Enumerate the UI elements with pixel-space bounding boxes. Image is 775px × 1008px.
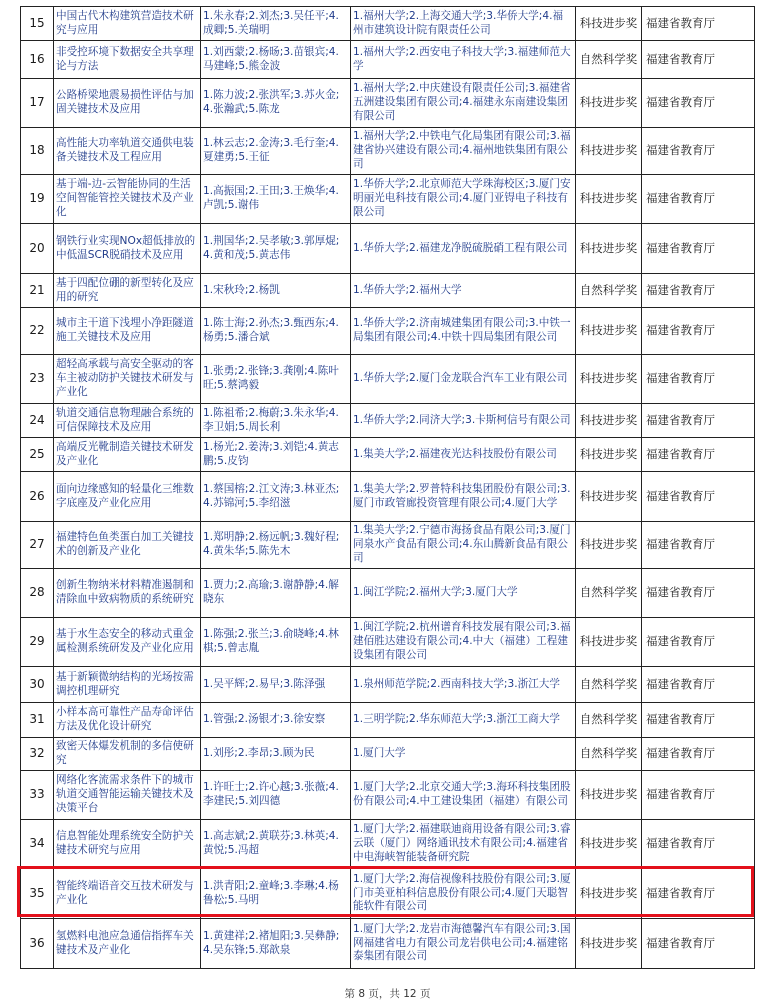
person-list: 1.杨光;2.姜涛;3.刘铠;4.黄志鹏;5.皮钧 <box>201 438 351 472</box>
project-name: 钢铁行业实现NOx超低排放的中低温SCR脱硝技术及应用 <box>54 224 201 274</box>
person-list: 1.蔡国榕;2.江文涛;3.林亚杰;4.苏锦河;5.李绍滋 <box>201 472 351 522</box>
row-number: 22 <box>21 308 54 355</box>
person-list: 1.高志斌;2.黄联芬;3.林英;4.黄悦;5.冯超 <box>201 820 351 869</box>
recommend-org: 福建省教育厅 <box>642 128 755 175</box>
recommend-org: 福建省教育厅 <box>642 175 755 224</box>
person-list: 1.黄建祥;2.褚旭阳;3.吴彝静;4.吴东锋;5.郑歆泉 <box>201 919 351 969</box>
project-name: 基于水生态安全的移动式重金属检测系统研发及产业化应用 <box>54 618 201 667</box>
row-number: 16 <box>21 41 54 79</box>
award-type: 自然科学奖 <box>576 41 642 79</box>
row-number: 25 <box>21 438 54 472</box>
person-list: 1.洪青阳;2.童峰;3.李琳;4.杨鲁松;5.马明 <box>201 869 351 919</box>
award-table <box>20 6 755 969</box>
recommend-org: 福建省教育厅 <box>642 618 755 667</box>
project-name: 公路桥梁地震易损性评估与加固关键技术及应用 <box>54 79 201 128</box>
table-row <box>21 820 755 869</box>
person-list: 1.许旺士;2.许心越;3.张薇;4.李建民;5.刘四德 <box>201 771 351 820</box>
project-name: 基于端-边-云智能协同的生活空间智能管控关键技术及产业化 <box>54 175 201 224</box>
unit-list: 1.厦门大学;2.北京交通大学;3.海环科技集团股份有限公司;4.中工建设集团（福建）有限公司 <box>351 771 576 820</box>
unit-list: 1.厦门大学;2.龙岩市海德馨汽车有限公司;3.国网福建省电力有限公司龙岩供电公司;4.福建铭泰集团有限公司 <box>351 919 576 969</box>
project-name: 中国古代木构建筑营造技术研究与应用 <box>54 7 201 41</box>
unit-list: 1.福州大学;2.中庆建设有限责任公司;3.福建省五洲建设集团有限公司;4.福建永东南建设集团有限公司 <box>351 79 576 128</box>
row-number: 35 <box>21 869 54 919</box>
award-type: 科技进步奖 <box>576 308 642 355</box>
table-row <box>21 771 755 820</box>
project-name: 信息智能处理系统安全防护关键技术研究与应用 <box>54 820 201 869</box>
project-name: 基于新颖微纳结构的光场按需调控机理研究 <box>54 667 201 703</box>
award-type: 科技进步奖 <box>576 7 642 41</box>
table-row <box>21 79 755 128</box>
project-name: 面向边缘感知的轻量化三维数字底座及产业化应用 <box>54 472 201 522</box>
unit-list: 1.集美大学;2.福建夜光达科技股份有限公司 <box>351 438 576 472</box>
recommend-org: 福建省教育厅 <box>642 41 755 79</box>
award-type: 科技进步奖 <box>576 919 642 969</box>
row-number: 15 <box>21 7 54 41</box>
person-list: 1.高振国;2.王田;3.王焕华;4.卢凯;5.谢伟 <box>201 175 351 224</box>
recommend-org: 福建省教育厅 <box>642 224 755 274</box>
project-name: 城市主干道下浅埋小净距隧道施工关键技术及应用 <box>54 308 201 355</box>
project-name: 非受控环境下数据安全共享理论与方法 <box>54 41 201 79</box>
recommend-org: 福建省教育厅 <box>642 274 755 308</box>
project-name: 致密天体爆发机制的多信使研究 <box>54 738 201 771</box>
award-type: 科技进步奖 <box>576 128 642 175</box>
table-row <box>21 919 755 969</box>
row-number: 19 <box>21 175 54 224</box>
award-type: 自然科学奖 <box>576 738 642 771</box>
award-type: 自然科学奖 <box>576 274 642 308</box>
recommend-org: 福建省教育厅 <box>642 919 755 969</box>
recommend-org: 福建省教育厅 <box>642 820 755 869</box>
award-type: 科技进步奖 <box>576 79 642 128</box>
recommend-org: 福建省教育厅 <box>642 438 755 472</box>
recommend-org: 福建省教育厅 <box>642 522 755 569</box>
row-number: 36 <box>21 919 54 969</box>
table-row <box>21 404 755 438</box>
row-number: 21 <box>21 274 54 308</box>
table-row <box>21 703 755 738</box>
award-type: 科技进步奖 <box>576 820 642 869</box>
row-number: 31 <box>21 703 54 738</box>
recommend-org: 福建省教育厅 <box>642 703 755 738</box>
person-list: 1.管强;2.汤银才;3.徐安察 <box>201 703 351 738</box>
project-name: 福建特色鱼类蛋白加工关键技术的创新及产业化 <box>54 522 201 569</box>
unit-list: 1.福州大学;2.中铁电气化局集团有限公司;3.福建省协兴建设有限公司;4.福州地铁集团有限公司 <box>351 128 576 175</box>
recommend-org: 福建省教育厅 <box>642 308 755 355</box>
person-list: 1.朱永春;2.刘杰;3.吴任平;4.成卿;5.关瑞明 <box>201 7 351 41</box>
recommend-org: 福建省教育厅 <box>642 79 755 128</box>
recommend-org: 福建省教育厅 <box>642 869 755 919</box>
person-list: 1.林云志;2.金涛;3.毛行奎;4.夏建勇;5.王征 <box>201 128 351 175</box>
person-list: 1.张勇;2.张锋;3.龚刚;4.陈叶旺;5.蔡鸿毅 <box>201 355 351 404</box>
project-name: 氢燃料电池应急通信指挥车关键技术及产业化 <box>54 919 201 969</box>
row-number: 32 <box>21 738 54 771</box>
unit-list: 1.闽江学院;2.杭州谱育科技发展有限公司;3.福建佰胜达建设有限公司;4.中大（福建）工程建设集团有限公司 <box>351 618 576 667</box>
unit-list: 1.华侨大学;2.北京师范大学珠海校区;3.厦门安明丽光电科技有限公司;4.厦门亚锝电子科技有限公司 <box>351 175 576 224</box>
project-name: 智能终端语音交互技术研发与产业化 <box>54 869 201 919</box>
award-type: 自然科学奖 <box>576 569 642 618</box>
person-list: 1.荆国华;2.吴孝敏;3.郭厚焜;4.黄和茂;5.黄志伟 <box>201 224 351 274</box>
table-row <box>21 274 755 308</box>
table-row <box>21 738 755 771</box>
table-row <box>21 308 755 355</box>
award-type: 科技进步奖 <box>576 618 642 667</box>
person-list: 1.陈力波;2.张洪军;3.苏火金;4.张瀚武;5.陈龙 <box>201 79 351 128</box>
project-name: 小样本高可靠性产品寿命评估方法及优化设计研究 <box>54 703 201 738</box>
award-type: 科技进步奖 <box>576 771 642 820</box>
table-row <box>21 175 755 224</box>
unit-list: 1.集美大学;2.宁德市海扬食品有限公司;3.厦门同泉水产食品有限公司;4.东山腾新食品有限公司 <box>351 522 576 569</box>
person-list: 1.吴平辉;2.易早;3.陈泽强 <box>201 667 351 703</box>
person-list: 1.宋秋玲;2.杨凯 <box>201 274 351 308</box>
person-list: 1.刘西蒙;2.杨旸;3.苗银宾;4.马建峰;5.熊金波 <box>201 41 351 79</box>
person-list: 1.郑明静;2.杨远帆;3.魏好程;4.黄朱华;5.陈先木 <box>201 522 351 569</box>
row-number: 17 <box>21 79 54 128</box>
person-list: 1.陈强;2.张兰;3.俞晓峰;4.林棋;5.曾志胤 <box>201 618 351 667</box>
table-row <box>21 355 755 404</box>
row-number: 27 <box>21 522 54 569</box>
recommend-org: 福建省教育厅 <box>642 472 755 522</box>
row-number: 28 <box>21 569 54 618</box>
person-list: 1.贾力;2.高瑜;3.谢静静;4.解晓东 <box>201 569 351 618</box>
award-type: 科技进步奖 <box>576 355 642 404</box>
table-row <box>21 128 755 175</box>
page-footer: 第 8 页，共 12 页 <box>344 988 431 1000</box>
person-list: 1.陈士海;2.孙杰;3.甄西东;4.杨勇;5.潘合斌 <box>201 308 351 355</box>
unit-list: 1.三明学院;2.华东师范大学;3.浙江工商大学 <box>351 703 576 738</box>
unit-list: 1.华侨大学;2.福州大学 <box>351 274 576 308</box>
award-type: 科技进步奖 <box>576 472 642 522</box>
person-list: 1.刘彤;2.李昂;3.顾为民 <box>201 738 351 771</box>
row-number: 34 <box>21 820 54 869</box>
table-row <box>21 618 755 667</box>
project-name: 创新生物纳米材料精准遏制和清除血中致病物质的系统研究 <box>54 569 201 618</box>
award-type: 科技进步奖 <box>576 522 642 569</box>
unit-list: 1.集美大学;2.罗普特科技集团股份有限公司;3.厦门市政管廊投资管理有限公司;4.厦门大学 <box>351 472 576 522</box>
project-name: 轨道交通信息物理融合系统的可信保障技术及应用 <box>54 404 201 438</box>
table-row <box>21 472 755 522</box>
recommend-org: 福建省教育厅 <box>642 569 755 618</box>
row-number: 29 <box>21 618 54 667</box>
unit-list: 1.华侨大学;2.济南城建集团有限公司;3.中铁一局集团有限公司;4.中铁十四局集团有限公司 <box>351 308 576 355</box>
recommend-org: 福建省教育厅 <box>642 404 755 438</box>
row-number: 24 <box>21 404 54 438</box>
award-type: 科技进步奖 <box>576 869 642 919</box>
table-row <box>21 438 755 472</box>
project-name: 网络化客流需求条件下的城市轨道交通智能运输关键技术及决策平台 <box>54 771 201 820</box>
unit-list: 1.福州大学;2.上海交通大学;3.华侨大学;4.福州市建筑设计院有限责任公司 <box>351 7 576 41</box>
unit-list: 1.泉州师范学院;2.西南科技大学;3.浙江大学 <box>351 667 576 703</box>
award-type: 科技进步奖 <box>576 224 642 274</box>
unit-list: 1.华侨大学;2.福建龙净脱硫脱硝工程有限公司 <box>351 224 576 274</box>
award-type: 科技进步奖 <box>576 175 642 224</box>
table-row <box>21 41 755 79</box>
row-number: 18 <box>21 128 54 175</box>
unit-list: 1.福州大学;2.西安电子科技大学;3.福建师范大学 <box>351 41 576 79</box>
award-type: 自然科学奖 <box>576 703 642 738</box>
table-row <box>21 667 755 703</box>
recommend-org: 福建省教育厅 <box>642 667 755 703</box>
row-number: 30 <box>21 667 54 703</box>
award-type: 自然科学奖 <box>576 667 642 703</box>
row-number: 23 <box>21 355 54 404</box>
award-type: 科技进步奖 <box>576 438 642 472</box>
row-35-highlight-box <box>17 866 754 917</box>
table-row <box>21 569 755 618</box>
project-name: 高端反光靴制造关键技术研发及产业化 <box>54 438 201 472</box>
unit-list: 1.厦门大学 <box>351 738 576 771</box>
row-number: 26 <box>21 472 54 522</box>
project-name: 高性能大功率轨道交通供电装备关键技术及工程应用 <box>54 128 201 175</box>
unit-list: 1.华侨大学;2.厦门金龙联合汽车工业有限公司 <box>351 355 576 404</box>
recommend-org: 福建省教育厅 <box>642 355 755 404</box>
table-row <box>21 522 755 569</box>
unit-list: 1.厦门大学;2.福建联迪商用设备有限公司;3.睿云联（厦门）网络通讯技术有限公司;4.福建省中电海峡智能装备研究院 <box>351 820 576 869</box>
recommend-org: 福建省教育厅 <box>642 738 755 771</box>
table-row <box>21 224 755 274</box>
unit-list: 1.闽江学院;2.福州大学;3.厦门大学 <box>351 569 576 618</box>
award-type: 科技进步奖 <box>576 404 642 438</box>
row-number: 20 <box>21 224 54 274</box>
row-number: 33 <box>21 771 54 820</box>
project-name: 超轻高承载与高安全驱动的客车主被动防护关键技术研发与产业化 <box>54 355 201 404</box>
unit-list: 1.华侨大学;2.同济大学;3.卡斯柯信号有限公司 <box>351 404 576 438</box>
recommend-org: 福建省教育厅 <box>642 771 755 820</box>
project-name: 基于四配位硼的新型转化及应用的研究 <box>54 274 201 308</box>
table-row <box>21 7 755 41</box>
recommend-org: 福建省教育厅 <box>642 7 755 41</box>
unit-list: 1.厦门大学;2.海信视像科技股份有限公司;3.厦门市美亚柏科信息股份有限公司;4.厦门天聪智能软件有限公司 <box>351 869 576 919</box>
person-list: 1.陈祖希;2.梅蔚;3.朱永华;4.李卫娟;5.周长利 <box>201 404 351 438</box>
